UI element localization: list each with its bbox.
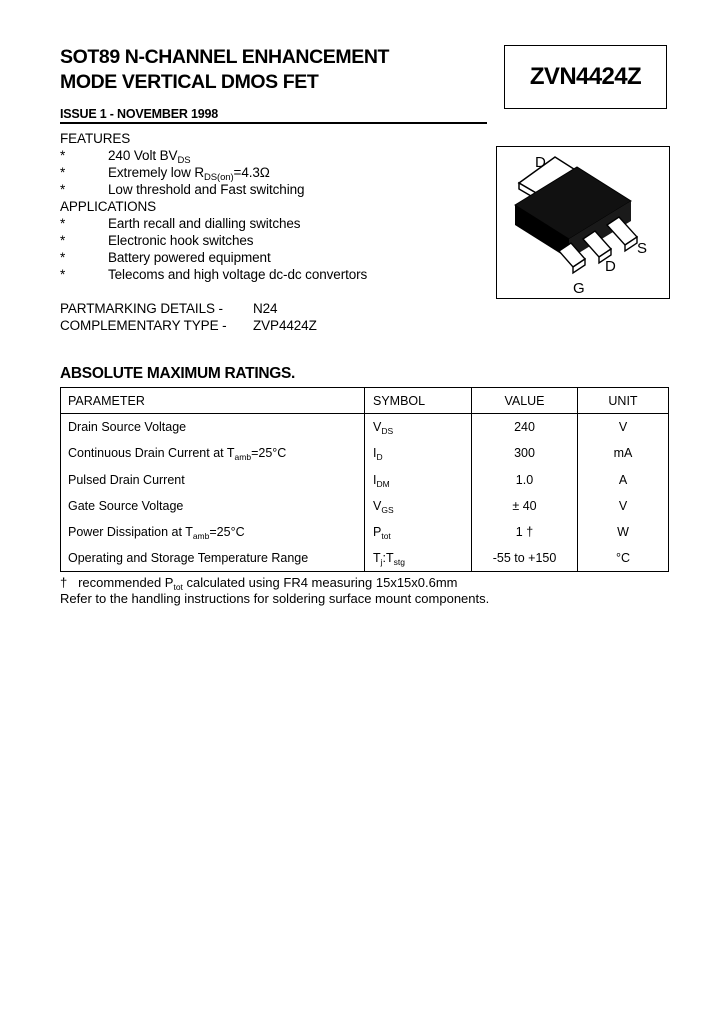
header-symbol: SYMBOL xyxy=(365,388,472,414)
parameter-cell: Continuous Drain Current at $T_{amb}=25^\circ C$ xyxy=(61,440,365,466)
unit-cell: °C xyxy=(578,545,669,571)
symbol-cell: $I_D$ xyxy=(365,440,472,466)
part-number: ZVN4424Z xyxy=(529,63,642,90)
title-line-1: SOT89 N-CHANNEL ENHANCEMENT xyxy=(60,46,390,68)
package-drawing xyxy=(496,146,670,299)
symbol-cell: $I_{DM}$ xyxy=(365,466,472,492)
pin-label-d: D xyxy=(605,258,616,275)
bullet-star: * xyxy=(60,165,66,180)
table-row xyxy=(61,519,669,545)
sot89-package-icon xyxy=(497,147,669,298)
header-unit: UNIT xyxy=(578,388,669,414)
value-cell: 300 xyxy=(472,440,578,466)
parameter-cell: Drain Source Voltage xyxy=(61,414,365,440)
application-text: Battery powered equipment xyxy=(108,250,271,265)
application-text: Electronic hook switches xyxy=(108,233,254,248)
partmarking-label: PARTMARKING DETAILS - xyxy=(60,301,223,316)
parameter-cell: Operating and Storage Temperature Range xyxy=(61,545,365,571)
bullet-star: * xyxy=(60,148,66,163)
value-cell: ± 40 xyxy=(472,493,578,519)
parameter-cell: Gate Source Voltage xyxy=(61,493,365,519)
unit-cell: A xyxy=(578,466,669,492)
ratings-title: ABSOLUTE MAXIMUM RATINGS. xyxy=(60,365,296,382)
application-text: Earth recall and dialling switches xyxy=(108,216,301,231)
part-number-box xyxy=(504,45,667,109)
feature-text: Low threshold and Fast switching xyxy=(108,182,305,197)
symbol-cell: $V_{GS}$ xyxy=(365,493,472,519)
complementary-value: ZVP4424Z xyxy=(253,318,317,333)
table-row xyxy=(61,466,669,492)
value-cell: -55 to +150 xyxy=(472,545,578,571)
device-title xyxy=(60,45,480,95)
feature-text: 240 Volt $BV_{DS}$ xyxy=(108,148,191,166)
partmarking-value: N24 xyxy=(253,301,278,316)
applications-heading: APPLICATIONS xyxy=(60,199,157,214)
bullet-star: * xyxy=(60,267,66,282)
value-cell: 1 † xyxy=(472,519,578,545)
issue-line: ISSUE 1 - NOVEMBER 1998 xyxy=(60,107,218,121)
symbol-cell: $V_{DS}$ xyxy=(365,414,472,440)
dagger-mark: † xyxy=(60,575,68,590)
complementary-label: COMPLEMENTARY TYPE - xyxy=(60,318,227,333)
table-row xyxy=(61,545,669,571)
header-rule xyxy=(60,122,487,124)
parameter-cell: Power Dissipation at $T_{amb}=25^\circ C$ xyxy=(61,519,365,545)
symbol-cell: $P_{tot}$ xyxy=(365,519,472,545)
header-value: VALUE xyxy=(472,388,578,414)
features-heading: FEATURES xyxy=(60,131,131,146)
unit-cell: V xyxy=(578,493,669,519)
parameter-cell: Pulsed Drain Current xyxy=(61,466,365,492)
feature-text: Extremely low $R_{DS(on)}=4.3\Omega$ xyxy=(108,165,270,183)
bullet-star: * xyxy=(60,250,66,265)
application-text: Telecoms and high voltage dc-dc convertors xyxy=(108,267,368,282)
header-parameter: PARAMETER xyxy=(61,388,365,414)
pin-label-tab-d: D xyxy=(535,154,546,171)
unit-cell: W xyxy=(578,519,669,545)
table-row xyxy=(61,493,669,519)
bullet-star: * xyxy=(60,233,66,248)
title-line-2: MODE VERTICAL DMOS FET xyxy=(60,71,319,93)
table-row xyxy=(61,440,669,466)
bullet-star: * xyxy=(60,216,66,231)
value-cell: 1.0 xyxy=(472,466,578,492)
bullet-star: * xyxy=(60,182,66,197)
pin-label-g: G xyxy=(573,280,585,297)
footnote-dissipation: † recommended $P_{tot}$ calculated using FR4 measuring 15x15x0.6mm xyxy=(60,575,458,592)
ratings-table xyxy=(60,387,669,572)
table-row xyxy=(61,414,669,440)
pin-label-s: S xyxy=(637,240,648,257)
symbol-cell: $T_j:T_{stg}$ xyxy=(365,545,472,571)
unit-cell: mA xyxy=(578,440,669,466)
table-header-row xyxy=(61,388,669,414)
unit-cell: V xyxy=(578,414,669,440)
footnote-handling: Refer to the handling instructions for soldering surface mount components. xyxy=(60,591,490,606)
value-cell: 240 xyxy=(472,414,578,440)
